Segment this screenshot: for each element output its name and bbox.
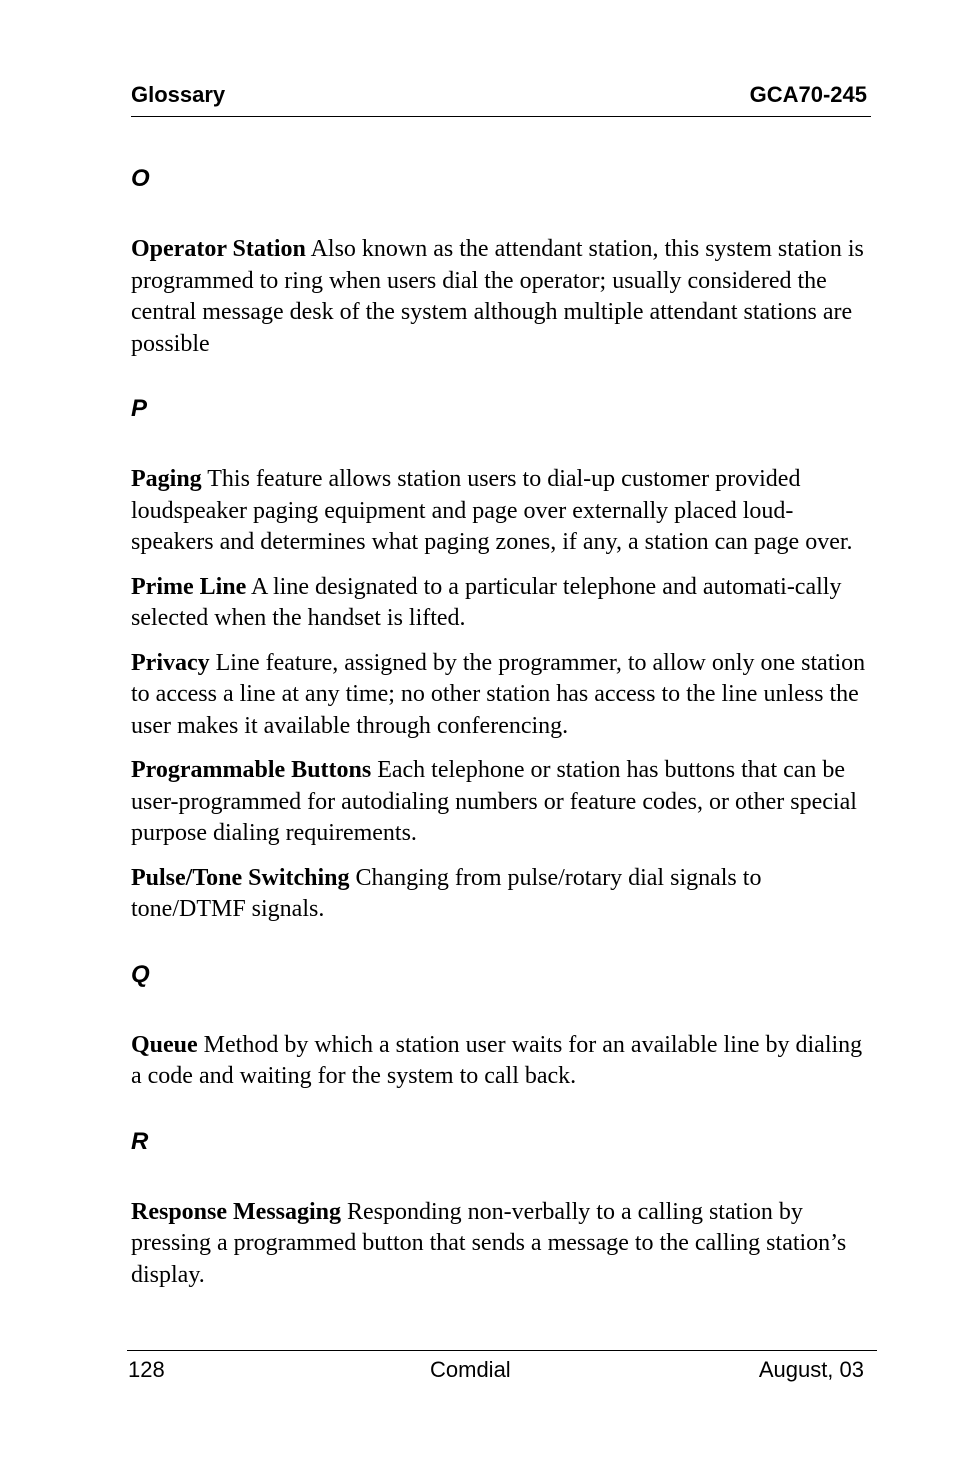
entry-term: Pulse/Tone Switching	[131, 864, 350, 891]
entry-definition: Method by which a station user waits for an available line by dialing a code and waiting for the system to call back.	[131, 1031, 863, 1089]
footer-date: August, 03	[758, 1357, 864, 1382]
entry-term: Queue	[131, 1031, 198, 1058]
entry-term: Prime Line	[131, 573, 247, 600]
entry-term: Programmable Buttons	[131, 757, 372, 783]
entry-definition: Responding non-verbally to a calling station by pressing a programmed button that sends a message to the calling station’s display.	[131, 1198, 847, 1288]
entry-definition: This feature allows station users to dial-up customer provided loudspeaker paging equipment and page over externally placed loud-speakers and determines what paging zones, if any, a station can page over.	[131, 466, 853, 555]
glossary-entry	[131, 1197, 871, 1292]
entry-definition: A line designated to a particular telephone and automati-cally selected when the handset is lifted.	[131, 573, 842, 631]
entry-definition: Line feature, assigned by the programmer, to allow only one station to access a line at any time; no other station has access to the line unless the user makes it available through conferencing.	[131, 649, 866, 739]
footer-company: Comdial	[430, 1357, 511, 1382]
glossary-entry	[131, 863, 871, 926]
glossary-entry	[131, 648, 871, 743]
glossary-entry	[131, 1030, 871, 1093]
header-section-title: Glossary	[131, 82, 226, 107]
page-number: 128	[128, 1357, 165, 1382]
page-header	[131, 80, 871, 117]
glossary-entry	[131, 234, 871, 360]
glossary-section-r	[131, 1127, 871, 1292]
glossary-section-o	[131, 164, 871, 360]
section-letter: P	[131, 395, 148, 422]
entry-definition: Each telephone or station has buttons that can be user-programmed for autodialing numbers or feature codes, or other special purpose dialing requirements.	[131, 757, 857, 846]
glossary-entry	[131, 572, 871, 635]
entry-definition: Also known as the attendant station, this system station is programmed to ring when users dial the operator; usually considered the central message desk of the system although multiple attendant stations are possible	[131, 236, 864, 357]
entry-term: Privacy	[131, 649, 210, 676]
section-letter: Q	[131, 960, 150, 988]
glossary-section-p	[131, 394, 871, 926]
glossary-entry	[131, 464, 871, 559]
entry-term: Response Messaging	[131, 1198, 342, 1225]
page-footer	[127, 1350, 877, 1382]
entry-definition: Changing from pulse/rotary dial signals to tone/DTMF signals.	[131, 864, 762, 922]
glossary-section-q	[131, 960, 871, 1093]
entry-term: Paging	[131, 466, 202, 492]
header-doc-id: GCA70-245	[749, 82, 867, 107]
glossary-content	[131, 164, 871, 1291]
section-letter: R	[131, 1127, 149, 1155]
entry-term: Operator Station	[131, 236, 306, 262]
section-letter: O	[131, 165, 150, 192]
glossary-entry	[131, 755, 871, 850]
